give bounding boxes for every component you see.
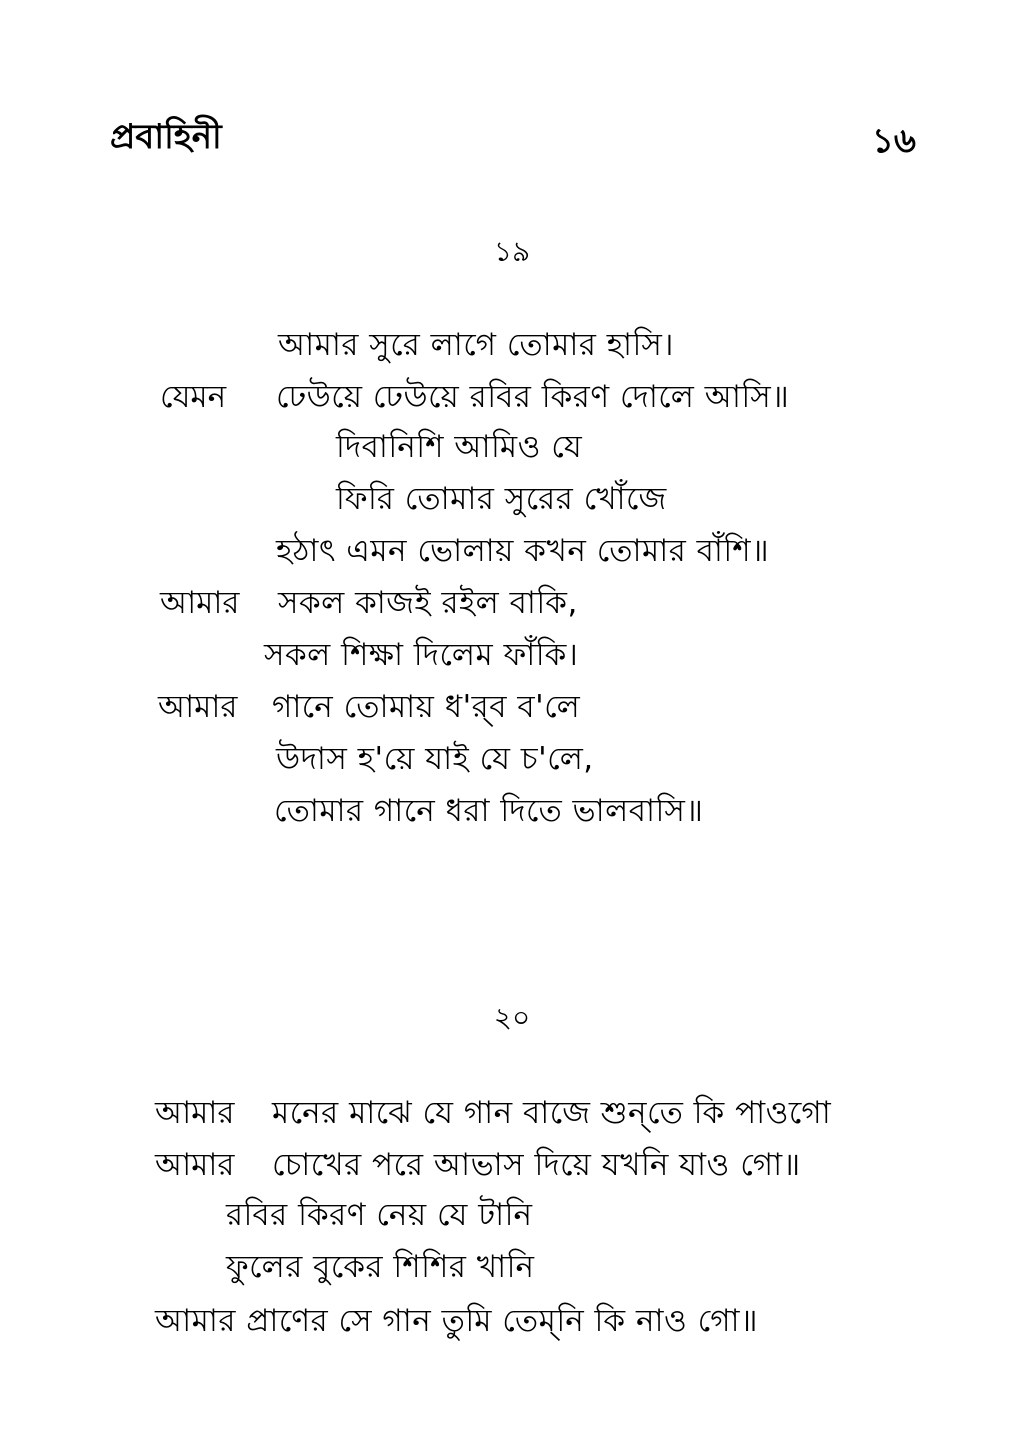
running-title: প্রবাহিনী — [110, 117, 222, 157]
song19-line-6: সকল কাজই রইল বাকি, — [278, 585, 578, 621]
song19-line-4: ফিরি তোমার সুরের খোঁজে — [336, 481, 667, 517]
song20-line-4: ফুলের বুকের শিশির খানি — [226, 1249, 535, 1285]
page-number: ১৬ — [871, 121, 916, 161]
song19-line-7: সকল শিক্ষা দিলেম ফাঁকি। — [264, 637, 579, 673]
song19-line-9: উদাস হ'য়ে যাই যে চ'লে, — [276, 741, 594, 777]
song20-line-5: আমার প্রাণের সে গান তুমি তেম্‌নি কি নাও গো॥ — [155, 1303, 759, 1339]
song19-line-8-lead: আমার — [158, 689, 238, 725]
song19-line-6-lead: আমার — [160, 585, 240, 621]
song19-line-8: গানে তোমায় ধ'র্‌ব ব'লে — [272, 689, 581, 725]
song19-line-1: আমার সুরে লাগে তোমার হাসি। — [278, 327, 674, 363]
song19-line-10: তোমার গানে ধরা দিতে ভালবাসি॥ — [274, 793, 704, 829]
song-number-19: ১৯ — [493, 235, 531, 268]
song19-line-3: দিবানিশি আমিও যে — [336, 429, 583, 465]
song19-line-5: হঠাৎ এমন ভোলায় কখন তোমার বাঁশি॥ — [276, 533, 770, 569]
song20-line-1-lead: আমার — [155, 1095, 235, 1131]
song20-line-3: রবির কিরণ নেয় যে টানি — [226, 1197, 533, 1233]
song20-line-1: মনের মাঝে যে গান বাজে শুন্‌তে কি পাওগো — [272, 1095, 832, 1131]
song19-line-2: ঢেউয়ে ঢেউয়ে রবির কিরণ দোলে আসি॥ — [276, 379, 790, 415]
song-number-20: ২০ — [493, 1001, 531, 1034]
song19-line-2-lead: যেমন — [160, 379, 227, 415]
song20-line-2: চোখের পরে আভাস দিয়ে যখনি যাও গো॥ — [272, 1147, 801, 1183]
song20-line-2-lead: আমার — [155, 1147, 235, 1183]
